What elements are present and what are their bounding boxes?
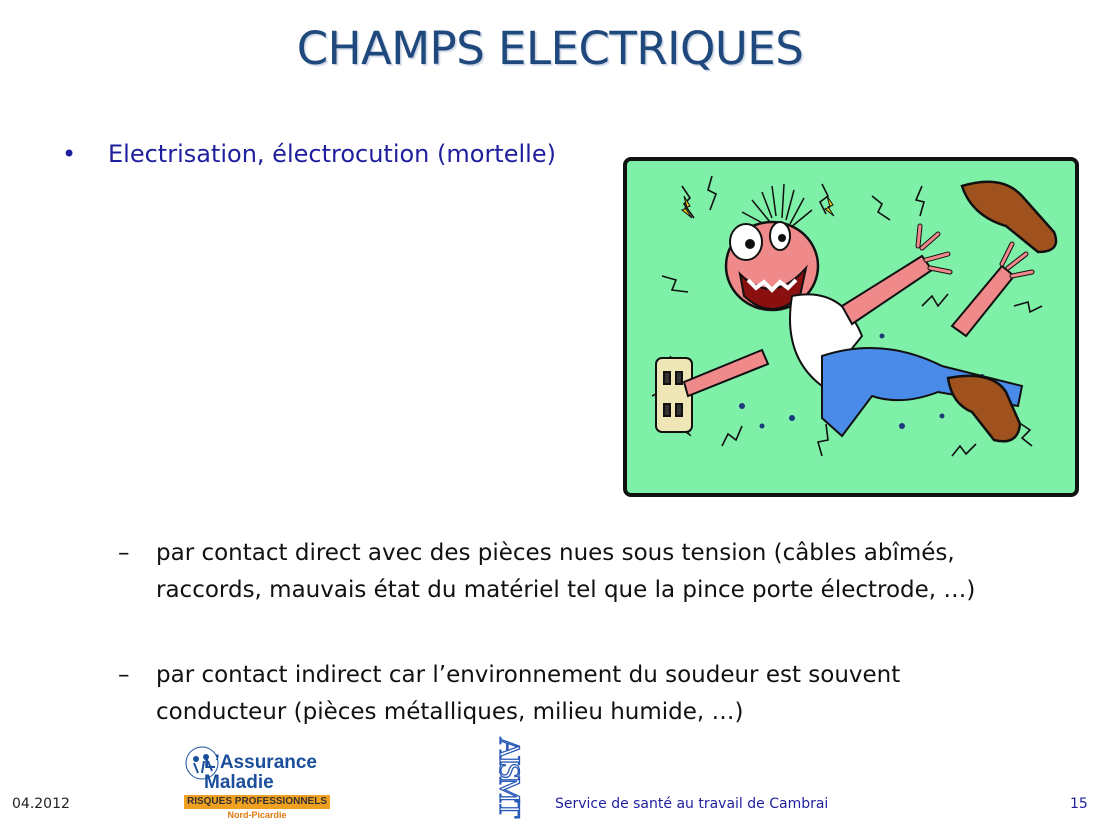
assurance-maladie-logo (180, 733, 332, 825)
subbullet-text: par contact direct avec des pièces nues sous tension (câbles abîmés, raccords, mauvais état du matériel tel que la pince porte électrode, …) (156, 540, 976, 603)
assurance-maladie-name: L’Assurance Maladie (204, 752, 317, 793)
page-number: 15 (1070, 796, 1088, 812)
aismt-logo (472, 733, 550, 825)
footer-service: Service de santé au travail de Cambrai (555, 796, 829, 812)
subbullet-marker: – (118, 540, 130, 566)
bullet-text: Electrisation, électrocution (mortelle) (108, 140, 556, 168)
subbullet-text: par contact indirect car l’environnement du soudeur est souvent conducteur (pièces métalliques, milieu humide, …) (156, 662, 901, 725)
slide-title: CHAMPS ELECTRIQUES (296, 22, 804, 75)
bullet-marker: • (62, 140, 77, 168)
footer-date: 04.2012 (12, 796, 70, 812)
aismt-text: AISMT (493, 737, 526, 816)
region-label: Nord-Picardie (227, 810, 287, 820)
subbullet-marker: – (118, 662, 130, 688)
electrocution-cartoon-image (622, 156, 1080, 498)
risques-professionnels-band: RISQUES PROFESSIONNELS (184, 795, 330, 809)
